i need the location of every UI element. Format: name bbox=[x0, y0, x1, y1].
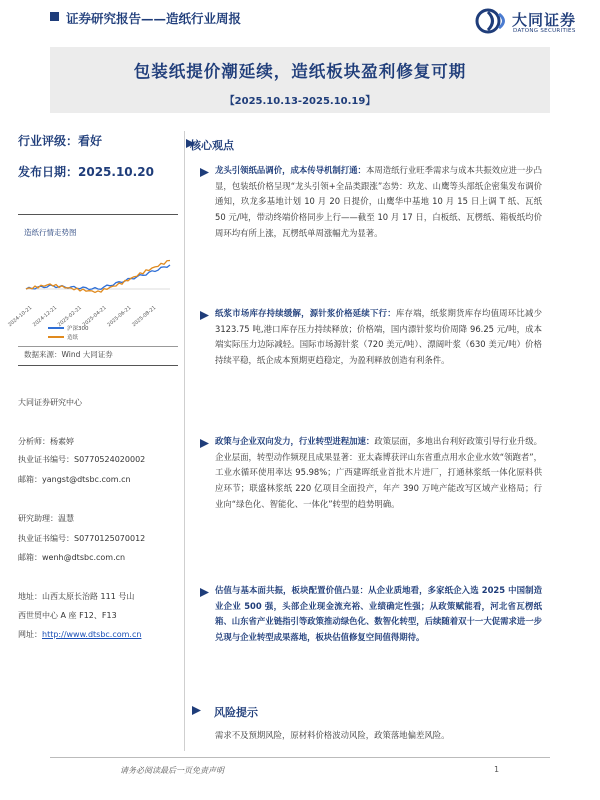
chart-mid-rule bbox=[18, 346, 178, 347]
industry-rating: 行业评级：看好 bbox=[18, 134, 103, 148]
x-tick-label: 2025-02-21 bbox=[56, 304, 83, 329]
website-label: 网址： bbox=[18, 630, 42, 639]
brand-name: 大同证券 bbox=[512, 11, 577, 29]
x-tick-label: 2024-12-21 bbox=[31, 304, 59, 329]
report-period: 【2025.10.13-2025.10.19】 bbox=[224, 96, 376, 107]
brand-logo-icon bbox=[475, 8, 511, 34]
report-title: 包装纸提价潮延续，造纸板块盈利修复可期 bbox=[133, 62, 467, 81]
viewpoint-2-body: 库存端，纸浆期货库存均值周环比减少 3123.75 吨,港口库存压力持续释放；价格端，国内漂针浆均价周降 96.25 元/吨，成本端实际压力边际减轻。国际市场源针浆（720 美元/吨）、漂阔叶浆（630 美元/吨）价格持续平稳，纸企成本预期更趋稳定，为盈利释放创造有利条件。 bbox=[215, 308, 543, 365]
legend-label: 造纸 bbox=[67, 335, 79, 341]
viewpoint-4: 估值与基本面共振，板块配置价值凸显：从企业质地看，多家纸企入选 2025 中国制造业企业 500 强，头部企业现金流充裕、业绩确定性强；从政策赋能看，河北省瓦楞纸箱、山东省产业链指引等政策推动绿色化、数智化转型，后续随着双十一大促需求进一步兑现与企业转型成果落地，板块估值修复空间值得期待。 bbox=[215, 585, 542, 642]
bullet-icon bbox=[200, 439, 209, 448]
analyst-email: 邮箱：yangst@dtsbc.com.cn bbox=[18, 475, 131, 484]
title-banner bbox=[50, 47, 550, 113]
viewpoint-1-body: 本周造纸行业旺季需求与成本共振效应进一步凸显，包装纸价格呈现“龙头引领+全品类跟涨”态势：玖龙、山鹰等头部纸企密集发布调价通知，玖龙多基地计划 10 月 20 日提价，山鹰华中基地 10 月 15 日上调 T 纸、瓦纸 50 元/吨，带动终端价格同步上行——截至 10 月 17 日，白板纸、瓦楞纸、箱板纸均价周环均有所上涨，瓦楞纸单周涨幅尤为显著。 bbox=[215, 165, 543, 238]
website-line bbox=[18, 629, 141, 640]
chart-title: 造纸行情走势图 bbox=[24, 228, 77, 237]
viewpoint-3 bbox=[215, 434, 542, 512]
address-line-2: 西世贸中心 A 座 F12、F13 bbox=[18, 611, 117, 620]
brand-name-en: DATONG SECURITIES bbox=[513, 28, 576, 34]
legend-label: 沪深300 bbox=[67, 326, 89, 332]
report-header bbox=[50, 8, 577, 34]
bullet-icon bbox=[200, 168, 209, 177]
series-line-1 bbox=[26, 265, 170, 290]
bullet-icon bbox=[200, 588, 209, 597]
header-square-icon bbox=[50, 12, 59, 21]
research-institute: 大同证券研究中心 bbox=[18, 398, 82, 407]
risk-title: 风险提示 bbox=[214, 706, 258, 719]
chart-bottom-rule bbox=[18, 365, 178, 366]
viewpoint-3-heading: 政策与企业双向发力，行业转型进程加速： bbox=[215, 436, 375, 446]
section-bullet-icon bbox=[192, 706, 201, 715]
page-number: 1 bbox=[494, 765, 500, 774]
bullet-icon bbox=[200, 311, 209, 320]
x-tick-label: 2025-08-21 bbox=[131, 304, 158, 329]
core-views-title: 核心观点 bbox=[190, 139, 234, 152]
analyst-name: 分析师：杨素婷 bbox=[18, 437, 74, 446]
viewpoint-2-heading: 纸浆市场库存持续缓解，源针浆价格延续下行： bbox=[215, 308, 396, 318]
report-type: 证券研究报告——造纸行业周报 bbox=[66, 11, 242, 26]
viewpoint-1-heading: 龙头引领纸品调价，成本传导机制打通： bbox=[215, 165, 366, 175]
x-tick-label: 2025-06-21 bbox=[106, 304, 133, 329]
analyst-cert: 执业证书编号：S0770524020002 bbox=[18, 455, 146, 464]
trend-chart bbox=[7, 238, 178, 346]
viewpoint-3-body: 政策层面，多地出台利好政策引导行业升级。企业层面，转型动作频现且成果显著：亚太森博获评山东省重点用水企业水效“领跑者”，工业水循环使用率达 95.98%；广西建晖纸业首批木片进厂，打通林浆纸一体化原料供应环节；联盛林浆纸 220 亿项目全面投产，年产 390 万吨产能改写区域产业格局；行业向“绿色化、智能化、一体化”转型的趋势明确。 bbox=[215, 436, 542, 509]
assistant-name: 研究助理：温慧 bbox=[18, 514, 74, 523]
chart-source: 数据来源：Wind 大同证券 bbox=[24, 350, 113, 359]
x-tick-label: 2024-10-21 bbox=[7, 304, 34, 329]
series-line-2 bbox=[26, 261, 170, 293]
address-line-1: 地址：山西太原长治路 111 号山 bbox=[18, 592, 135, 601]
footer-rule bbox=[50, 757, 550, 758]
viewpoint-2 bbox=[215, 306, 542, 369]
assistant-cert: 执业证书编号：S0770125070012 bbox=[18, 534, 146, 543]
assistant-email: 邮箱：wenh@dtsbc.com.cn bbox=[18, 553, 126, 562]
column-divider bbox=[184, 131, 185, 751]
viewpoint-1 bbox=[215, 163, 542, 241]
x-tick-label: 2025-04-21 bbox=[81, 304, 108, 329]
disclaimer-notice: 请务必阅读最后一页免责声明 bbox=[120, 766, 224, 775]
risk-text: 需求不及预期风险，原材料价格波动风险，政策落地偏差风险。 bbox=[215, 730, 450, 740]
website-link[interactable]: http://www.dtsbc.com.cn bbox=[42, 630, 142, 639]
publish-date: 发布日期：2025.10.20 bbox=[18, 165, 154, 179]
chart-top-rule bbox=[18, 214, 178, 215]
